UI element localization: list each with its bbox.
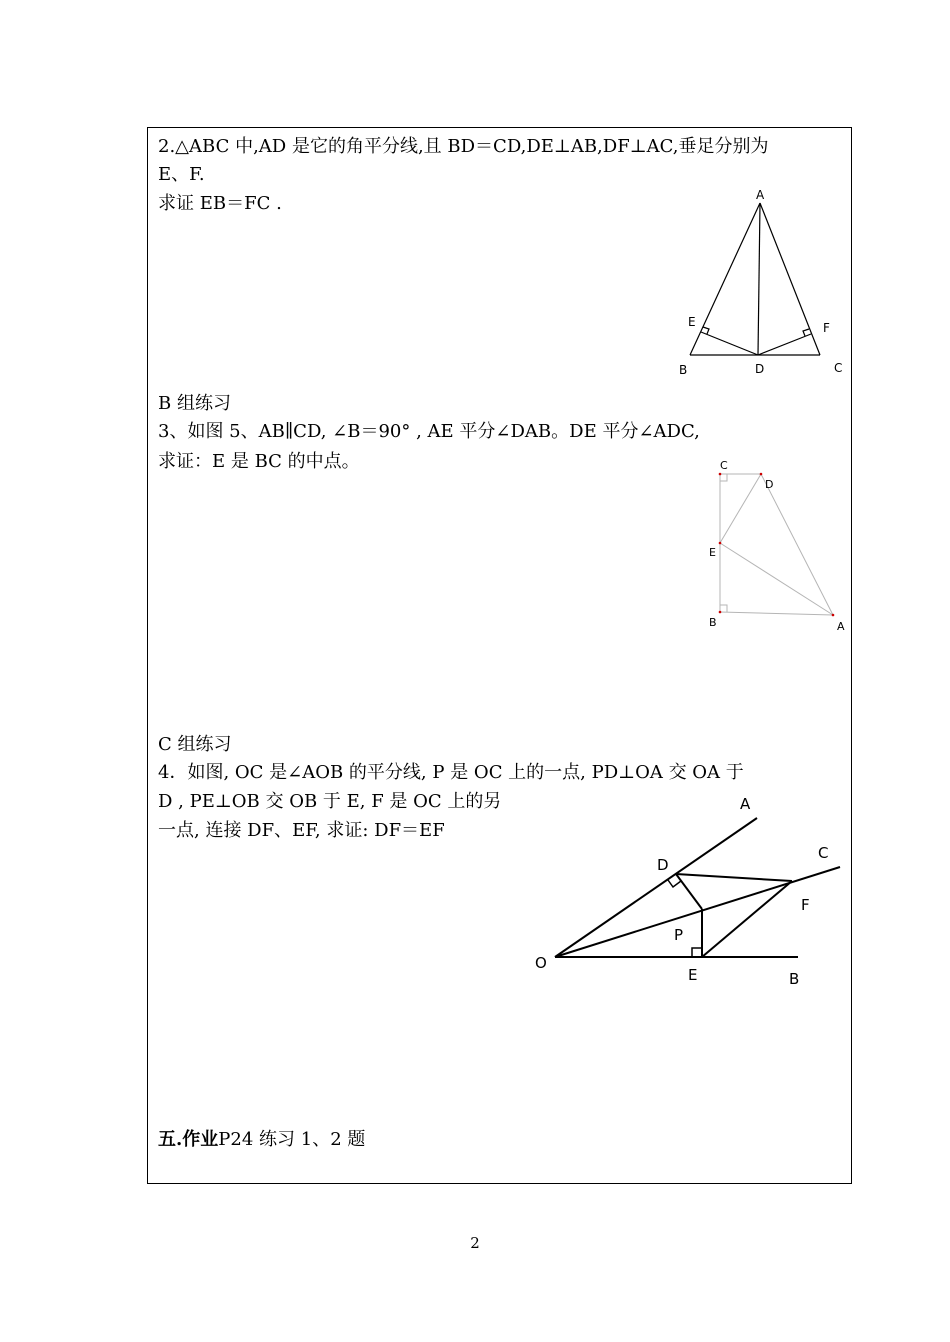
label-e: E — [688, 966, 698, 984]
ray-oc — [555, 867, 840, 957]
group-b-line2: 求证：E 是 BC 的中点。 — [158, 451, 360, 472]
label-b: B — [709, 616, 717, 629]
label-b: B — [789, 970, 800, 988]
page-number: 2 — [470, 1234, 480, 1252]
group-c-heading: C 组练习 — [158, 734, 232, 755]
right-angle-b — [720, 605, 727, 612]
segment-pd — [676, 874, 702, 909]
segment-de — [701, 332, 758, 355]
right-angle-d — [668, 880, 681, 887]
label-a: A — [756, 188, 765, 202]
segment-da — [761, 474, 833, 615]
right-angle-c — [720, 474, 727, 481]
segment-ad — [758, 203, 760, 355]
segment-ab — [690, 203, 760, 355]
homework-label: 五.作业 — [158, 1129, 219, 1150]
problem2-line1: 2.△ABC 中,AD 是它的角平分线,且 BD＝CD,DE⊥AB,DF⊥AC,垂足分别为 — [158, 136, 769, 157]
right-angle-e — [692, 948, 702, 957]
group-c-line2: D , PE⊥OB 交 OB 于 E, F 是 OC 上的另 — [158, 791, 502, 812]
segment-df — [676, 874, 792, 881]
label-d: D — [765, 478, 774, 491]
group-b-line1: 3、如图 5、AB∥CD, ∠B＝90° , AE 平分∠DAB。DE 平分∠ADC, — [158, 421, 700, 442]
label-c: C — [720, 459, 728, 472]
figure-triangle-abc — [670, 185, 860, 385]
label-b: B — [679, 363, 688, 377]
segment-ed — [720, 474, 761, 543]
group-c-line1: 4．如图, OC 是∠AOB 的平分线, P 是 OC 上的一点, PD⊥OA 交 OA 于 — [158, 762, 744, 783]
segment-ac — [760, 203, 820, 355]
figure-angle-bisector — [520, 790, 850, 1000]
label-e: E — [709, 546, 716, 559]
segment-df — [758, 334, 811, 355]
label-d: D — [755, 362, 765, 376]
label-c: C — [818, 844, 829, 862]
label-a: A — [740, 795, 751, 813]
label-f: F — [823, 321, 830, 335]
label-a: A — [837, 620, 845, 633]
label-p: P — [674, 926, 684, 944]
label-o: O — [535, 954, 547, 972]
label-c: C — [834, 361, 843, 375]
segment-ea — [720, 543, 833, 615]
figure-trapezoid — [700, 455, 855, 635]
group-c-line3: 一点, 连接 DF、EF, 求证: DF＝EF — [158, 820, 445, 841]
homework-line — [158, 1128, 365, 1152]
segment-ba — [720, 612, 833, 615]
homework-text: P24 练习 1、2 题 — [218, 1129, 366, 1150]
problem2-line2: E、F. — [158, 164, 205, 185]
group-b-heading: B 组练习 — [158, 393, 231, 414]
label-f: F — [801, 896, 810, 914]
label-d: D — [657, 856, 669, 874]
label-e: E — [688, 315, 696, 329]
segment-ef — [702, 881, 792, 957]
problem2-line3: 求证 EB＝FC . — [158, 193, 282, 214]
